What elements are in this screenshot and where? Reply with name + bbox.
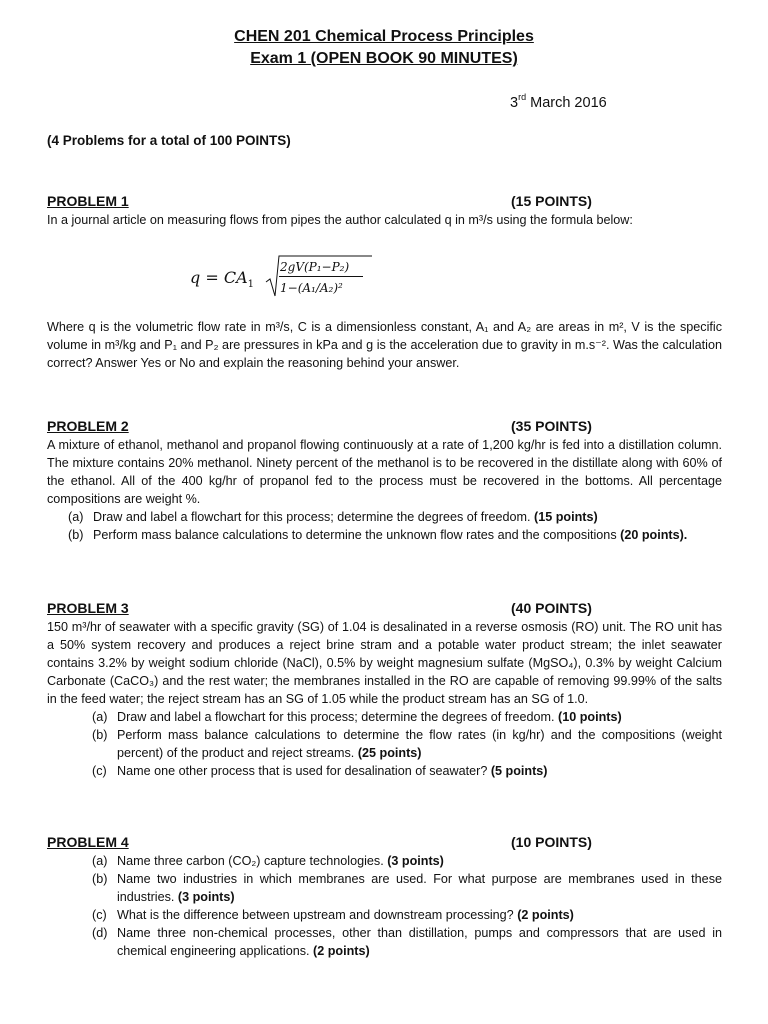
problem-2-part-a: (a) Draw and label a flowchart for this process; determine the degrees of freedom. (15 points) — [68, 510, 598, 524]
total-points-note: (4 Problems for a total of 100 POINTS) — [47, 133, 291, 148]
problem-1-body — [47, 318, 722, 372]
problem-3-parts — [92, 708, 722, 780]
problem-3-part-a: (a) Draw and label a flowchart for this process; determine the degrees of freedom. (10 points) — [92, 710, 622, 724]
problem-4-part-b: (b) Name two industries in which membranes are used. For what purpose are membranes used in these industries. (3 points) — [92, 872, 722, 904]
course-title: CHEN 201 Chemical Process Principles — [234, 28, 534, 45]
problem-1-intro: In a journal article on measuring flows from pipes the author calculated q in m³/s using the formula below: — [47, 213, 633, 227]
exam-date: 3rd March 2016 — [510, 92, 607, 111]
formula-lhs: $q = CA_1$ — [190, 268, 254, 291]
problem-2-points: (35 POINTS) — [511, 418, 592, 434]
exam-header — [0, 26, 768, 70]
formula-denominator: 1−(A₁/A₂)² — [280, 281, 343, 295]
formula-numerator: 2gV(P₁−P₂) — [280, 260, 350, 274]
problem-4 — [47, 833, 722, 960]
problem-4-part-c: (c) What is the difference between upstream and downstream processing? (2 points) — [92, 908, 574, 922]
problem-3 — [47, 599, 722, 780]
problem-3-heading — [47, 599, 722, 618]
problem-2-heading — [47, 417, 722, 436]
problem-1-name: PROBLEM 1 — [47, 193, 129, 209]
problem-4-part-a: (a) Name three carbon (CO₂) capture technologies. (3 points) — [92, 854, 444, 868]
problem-1 — [47, 192, 722, 229]
problem-3-part-c: (c) Name one other process that is used for desalination of seawater? (5 points) — [92, 764, 548, 778]
problem-2-text: A mixture of ethanol, methanol and propanol flowing continuously at a rate of 1,200 kg/hr is fed into a distillation column. The mixture contains 20% methanol. Ninety percent of the methanol is to be recovered in the distillate along with 60% of the ethanol. All of the 400 kg/hr of propanol fed to the process must be recovered in the bottoms. All percentage compositions are weight %. — [47, 438, 722, 506]
problem-1-points: (15 POINTS) — [511, 193, 592, 209]
problem-3-points: (40 POINTS) — [511, 600, 592, 616]
problem-4-name: PROBLEM 4 — [47, 834, 129, 850]
problem-4-part-d: (d) Name three non-chemical processes, other than distillation, pumps and compressors that are used in chemical engineering applications. (2 points) — [92, 926, 722, 958]
problem-2-name: PROBLEM 2 — [47, 418, 129, 434]
problem-1-heading — [47, 192, 722, 211]
problem-3-name: PROBLEM 3 — [47, 600, 129, 616]
problem-4-heading — [47, 833, 722, 852]
problem-1-text: Where q is the volumetric flow rate in m³/s, C is a dimensionless constant, A₁ and A₂ are areas in m², V is the specific volume in m³/kg and P₁ and P₂ are pressures in kPa and g is the acceleration due to gravity in m.s⁻². Was the calculation correct? Answer Yes or No and explain the reasoning behind your answer. — [47, 320, 722, 370]
problem-4-parts — [92, 852, 722, 960]
problem-3-part-b: (b) Perform mass balance calculations to determine the flow rates (in kg/hr) and the compositions (weight percent) of the product and reject streams. (25 points) — [92, 728, 722, 760]
fraction-bar — [279, 276, 363, 277]
problem-2-parts — [68, 508, 722, 544]
problem-2-part-b: (b) Perform mass balance calculations to determine the unknown flow rates and the compositions (20 points). — [68, 528, 688, 542]
problem-3-text: 150 m³/hr of seawater with a specific gravity (SG) of 1.04 is desalinated in a reverse osmosis (RO) unit. The RO unit has a 50% system recovery and produces a reject brine stram and a potable water product stream; the inlet seawater contains 3.2% by weight sodium chloride (NaCl), 0.5% by weight magnesium sulfate (MgSO₄), 0.3% by weight Calcium Carbonate (CaCO₃) and the rest water; the membranes installed in the RO are capable of removing 99.99% of the salts in the feed water; the reject stream has an SG of 1.05 while the product stream has an SG of 1.0. — [47, 620, 722, 706]
problem-4-points: (10 POINTS) — [511, 834, 592, 850]
exam-title: Exam 1 (OPEN BOOK 90 MINUTES) — [250, 50, 518, 67]
problem-2 — [47, 417, 722, 544]
